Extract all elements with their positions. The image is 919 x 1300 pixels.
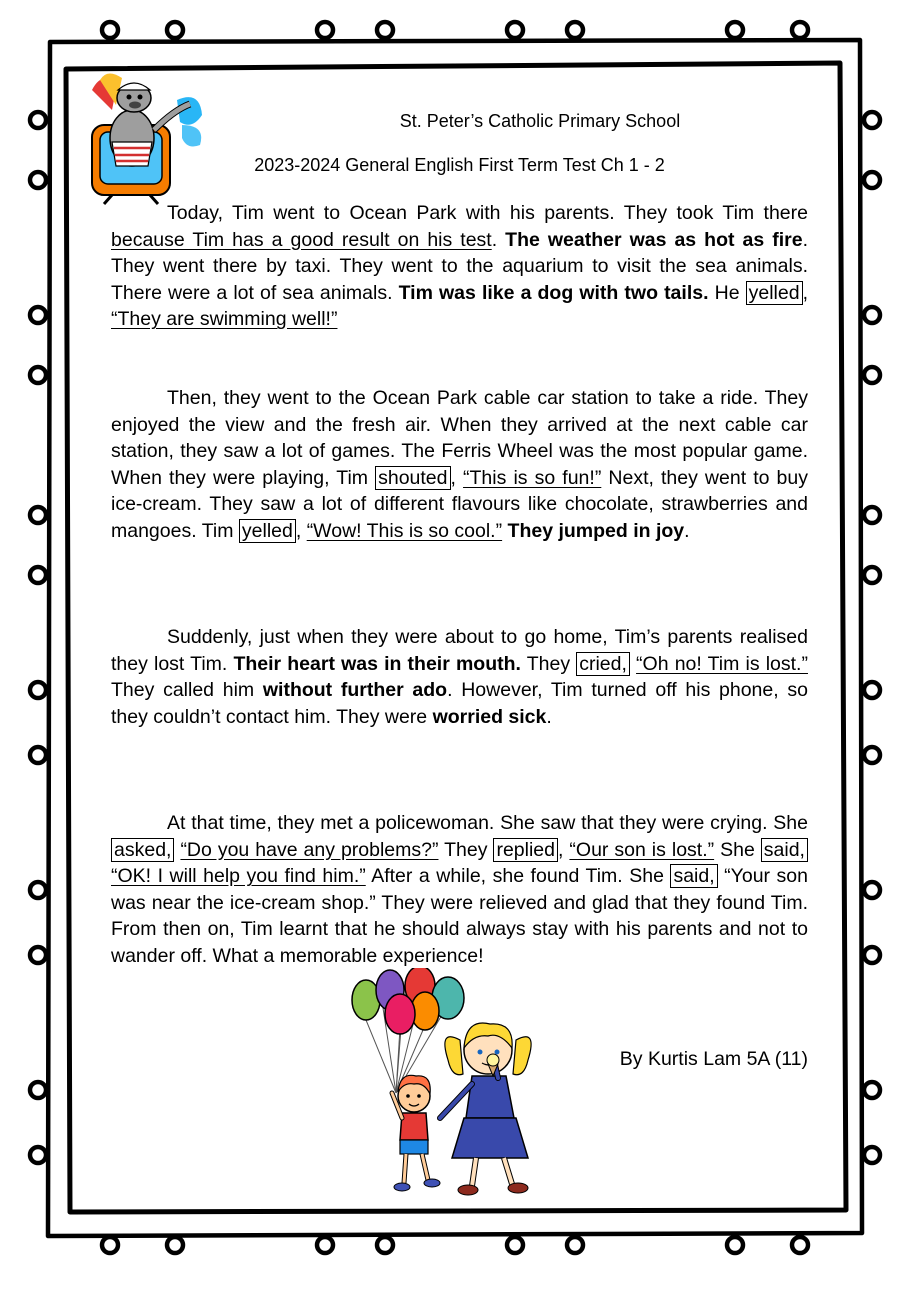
text-run: They — [520, 652, 577, 675]
boxed-verb: yelled — [239, 519, 296, 543]
underlined-text: “This is so fun!” — [463, 466, 602, 489]
underlined-text: “Oh no! Tim is lost.” — [636, 652, 808, 675]
text-run: . — [684, 519, 690, 542]
text-run: . — [491, 228, 506, 251]
text-run: At that time, they met a policewoman. She saw that they were crying. She — [167, 812, 808, 834]
text-run: He — [708, 281, 746, 304]
paragraph-3 — [111, 624, 808, 730]
underlined-text: “They are swimming well!” — [111, 308, 338, 331]
text-run: She — [714, 838, 761, 861]
text-run: , — [802, 281, 808, 304]
children-balloons-illustration — [348, 968, 548, 1203]
text-run: Next, they went to buy ice-cream. They saw a lot of different flavours like chocolate, strawberries and mangoes. Tim — [111, 466, 808, 542]
underlined-text: “OK! I will help you find him.” — [111, 865, 366, 888]
bold-text: worried sick — [432, 705, 547, 728]
test-title: 2023-2024 General English First Term Test Ch 1 - 2 — [254, 155, 665, 175]
boxed-verb: said, — [670, 864, 717, 888]
bold-text: The weather was as hot as fire — [505, 228, 803, 251]
text-run: They called him — [111, 679, 263, 702]
paragraph-1 — [111, 200, 808, 333]
seal-tv-illustration — [82, 70, 207, 205]
boxed-verb: cried, — [576, 652, 630, 676]
text-run: . They went there by taxi. They went to the aquarium to visit the sea animals. There were a lot of sea animals. — [111, 228, 808, 304]
author-line: By Kurtis Lam 5A (11) — [619, 1048, 808, 1070]
text-run: “Your son was near the ice-cream shop.” They were relieved and glad that they found Tim. From then on, Tim learnt that he should always stay with his parents and not to wander off. What a memorable experience! — [111, 865, 809, 967]
bold-text: Their heart was in their mouth. — [233, 652, 521, 675]
text-run: , — [295, 519, 307, 542]
underlined-text: “Do you have any problems?” — [180, 838, 439, 861]
boxed-verb: shouted — [375, 466, 450, 490]
underlined-text: because Tim has a good result on his test — [111, 228, 492, 251]
text-run: . However, Tim turned off his phone, so they couldn’t contact him. They were — [111, 679, 808, 728]
boxed-verb: replied — [493, 838, 558, 862]
bold-text: They jumped in joy — [507, 519, 685, 542]
bold-text: without further ado — [262, 679, 448, 702]
boxed-verb: said, — [761, 838, 808, 862]
text-run: . — [546, 705, 552, 728]
paragraph-4 — [111, 810, 808, 970]
boxed-verb: yelled — [746, 281, 803, 305]
underlined-text: “Wow! This is so cool.” — [306, 519, 503, 542]
boxed-verb: asked, — [111, 838, 174, 862]
text-run: , — [558, 838, 570, 861]
text-run: After a while, she found Tim. She — [365, 865, 671, 888]
text-run: Today, Tim went to Ocean Park with his parents. They took Tim there — [167, 202, 808, 224]
school-name: St. Peter’s Catholic Primary School — [399, 111, 681, 131]
paragraph-2 — [111, 385, 808, 545]
bold-text: Tim was like a dog with two tails. — [398, 281, 709, 304]
underlined-text: “Our son is lost.” — [569, 838, 715, 861]
text-run: Suddenly, just when they were about to go home, Tim’s parents realised they lost Tim. — [111, 626, 808, 675]
text-run: They — [438, 838, 494, 861]
text-run: Then, they went to the Ocean Park cable car station to take a ride. They enjoyed the view and the fresh air. When they arrived at the next cable car station, they saw a lot of games. The Ferris Wheel was the most popular game. When they were playing, Tim — [111, 387, 808, 489]
text-run: , — [450, 466, 464, 489]
